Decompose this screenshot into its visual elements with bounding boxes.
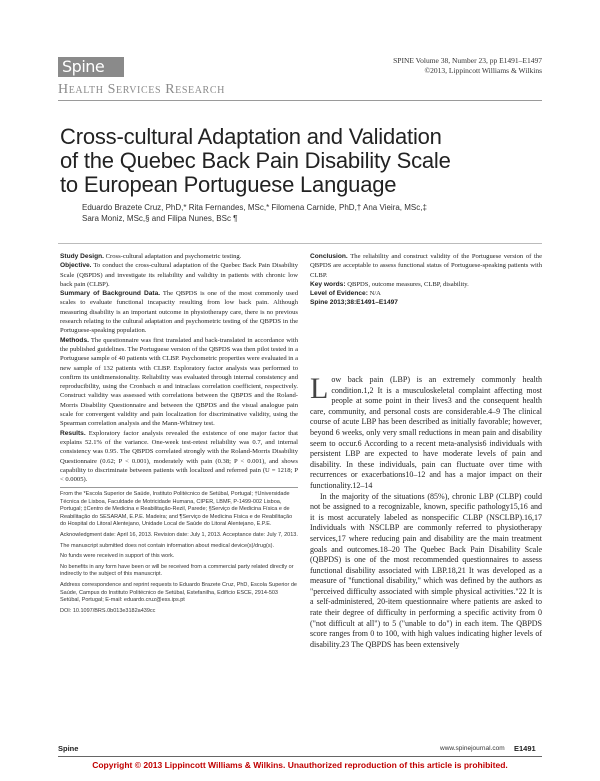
keywords-text: QBPDS, outcome measures, CLBP, disability. xyxy=(347,280,469,288)
abstract-methods xyxy=(60,336,298,429)
abstract-objective xyxy=(60,261,298,289)
background-text: The QBPDS is one of the most commonly used scales to evaluate functional incapacity resulting from low back pain. Although measuring disability is an important outcome in physiotherapy care, there is no previous research relating to the cultural adaptation and psychometric testing of the QBPDS in the Portuguese-speaking population. xyxy=(60,290,298,335)
results-text: Exploratory factor analysis revealed the existence of one major factor that explains 52.1% of the variance. One-week test-retest reliability was 0.7, and internal consistency was 0.95. The QBPDS correlated strongly with the Roland-Morris Disability Questionnaire (0.62; P < 0.001), moderately with pain (0.38; P < 0.001), and shows capability to discriminate between patients with localized and referred pain (U = 1218; P < 0.0005). xyxy=(60,429,298,484)
fn-devices: The manuscript submitted does not contain information about medical device(s)/drug(s). xyxy=(60,542,274,549)
fn-doi: DOI: 10.1097/BRS.0b013e3182a439cc xyxy=(60,607,156,614)
author-list: Eduardo Brazete Cruz, PhD,* Rita Fernandes, MSc,* Filomena Carnide, PhD,† Ana Vieira, MSc,‡ Sara Moniz, MSc,§ and Filipa Nunes, BSc ¶ xyxy=(82,203,427,223)
abstract-study-design xyxy=(60,252,298,261)
journal-volume-line: SPINE Volume 38, Number 23, pp E1491–E1497 xyxy=(393,56,542,65)
fn-dates: Acknowledgment date: April 16, 2013. Revision date: July 1, 2013. Acceptance date: July 7, 2013. xyxy=(60,531,298,538)
abstract-right xyxy=(310,252,542,308)
copyright-notice: Copyright © 2013 Lippincott Williams & Wilkins. Unauthorized reproduction of this article is prohibited. xyxy=(92,760,508,770)
drop-cap: L xyxy=(310,372,329,405)
fn-funds: No funds were received in support of this work. xyxy=(60,553,175,560)
journal-copyright-line: ©2013, Lippincott Williams & Wilkins xyxy=(424,66,542,75)
section-heading: Health Services Research xyxy=(58,82,225,97)
objective-text: To conduct the cross-cultural adaptation of the Quebec Back Pain Disability Scale (QBPDS) and investigate its reliability and validity in patients with chronic low back pain (CLBP). xyxy=(60,262,299,288)
evidence-label: Level of Evidence: xyxy=(310,290,368,298)
footnote-divider xyxy=(60,487,298,488)
background-label: Summary of Background Data. xyxy=(60,290,161,298)
article-title: Cross-cultural Adaptation and Validation of the Quebec Back Pain Disability Scale to European Portuguese Language xyxy=(60,124,451,197)
objective-label: Objective. xyxy=(60,262,92,270)
abstract-background xyxy=(60,289,298,335)
body-text xyxy=(310,372,542,650)
methods-label: Methods. xyxy=(60,336,89,344)
citation-text: Spine 2013;38:E1491–E1497 xyxy=(310,299,398,307)
footnotes xyxy=(60,491,298,618)
study-design-text: Cross-cultural adaptation and psychometric testing. xyxy=(105,253,242,260)
results-label: Results. xyxy=(60,429,86,437)
study-design-label: Study Design. xyxy=(60,253,104,260)
fn-benefits: No benefits in any form have been or will be received from a commercial party related directly or indirectly to the subject of this manuscript. xyxy=(60,563,294,578)
conclusion-label: Conclusion. xyxy=(310,253,348,260)
header-divider xyxy=(58,100,542,101)
abstract-conclusion xyxy=(310,252,542,280)
abstract-evidence xyxy=(310,289,542,298)
conclusion-text: The reliability and construct validity of the Portuguese version of the QBPDS are acceptable to assess functional status of Portuguese-speaking patients with CLBP. xyxy=(310,253,543,279)
fn-address: Address correspondence and reprint requests to Eduardo Brazete Cruz, PhD, Escola Superior de Saúde, Campus do Instituto Politécnico de Setúbal, Estefanilha, Edifício ESCE, 2914-503 Setúbal, Portugal; E-mail: eduardo.cruz@ess.ips.pt xyxy=(60,581,297,604)
body-para-1-text: ow back pain (LBP) is an extremely commonly health condition.1,2 It is a musculoskeletal complaint affecting most people at some point in their lives3 and the consequent health care, community, and personal costs are considerable.4–9 The clinical course of acute LBP has been described as initially favorable; however, beyond 6 weeks, only very small reductions in mean pain and disability seem to occur.6 According to a recent meta-analysis6 individuals with persistent LBP are expected to have moderate levels of pain and disability. In these individuals, pain can fluctuate over time with recurrences or exacerbations10–12 and has a major impact on their functionality.12–14 xyxy=(310,375,542,490)
keywords-label: Key words: xyxy=(310,280,346,288)
evidence-text: N/A xyxy=(369,290,381,298)
abstract-left xyxy=(60,252,298,484)
fn-affiliations: From the *Escola Superior de Saúde, Instituto Politécnico de Setúbal, Portugal; †Universidade Técnica de Lisboa, Faculdade de Motricidade Humana, CIPER, LBMF, P-1499-002 Lisboa, Portugal; ‡Centro de Medicina e Reabilitação-Rezil, Parede; §Serviço de Medicina Física e de Reabilitação do SESARAM, E.P.E. Madeira; and ¶Serviço de Medicina Física e de Reabilitação do Hospital do Litoral Alentejano, Unidade Local de Saúde do Litoral Alentejano, E.P.E. xyxy=(60,491,293,528)
title-divider xyxy=(58,243,542,244)
abstract-citation xyxy=(310,298,542,307)
abstract-results xyxy=(60,429,298,485)
journal-info xyxy=(393,56,542,76)
footer-divider xyxy=(58,756,542,757)
footer-url[interactable]: www.spinejournal.com xyxy=(440,745,505,752)
footer-page-number: E1491 xyxy=(514,744,536,753)
footer-journal: Spine xyxy=(58,744,79,753)
methods-text: The questionnaire was first translated and back-translated in accordance with the published guidelines. The Portuguese version of the QBPDS was then pilot tested in a Portuguese sample of 40 patients with CLBP. Psychometric properties were evaluated in a new sample of 132 patients with CLBP. Exploratory factor analysis was performed to confirm its unidimensionality. Reliability was evaluated through internal consistency and reproducibility, using the Cronbach α and intraclass correlation coefficient, respectively. Construct validity was assessed with correlations between the QBPDS and the Roland-Morris Disability Questionnaire and between the QBPDS and the visual analogue pain scale for convergent validity and pain localization for discriminative validity, using the Spearman correlation analysis and the Mann-Whitney test. xyxy=(60,336,298,428)
body-para-1 xyxy=(310,372,542,492)
body-para-2: In the majority of the situations (85%), chronic LBP (CLBP) could not be assigned to a recognizable, known, specific pathology15,16 and it is most accurately labeled as nonspecific CLBP (NSCLBP).16,17 Individuals with NSCLBP are commonly referred to physiotherapy services,17 where reducing pain and disability are the main treatment goals and outcomes.18–20 The Quebec Back Pain Disability Scale (QBPDS) is one of the most recommended questionnaires to assess functional disability associated with LBP.18,21 It was developed as a measure of "functional disability," which was defined by the authors as "perceived difficulty associated with simple physical activities."22 It is a self-administered, 20-item questionnaire where patients are asked to rate their degree of difficulty in performing a specific activity from 0 ("not difficult at all") to 5 ("unable to do") in each item. The QBPDS score ranges from 0 to 100, with high values indicating higher levels of disability.23 The QBPDS has been extensively xyxy=(310,491,542,649)
journal-logo: Spine xyxy=(58,57,124,77)
abstract-keywords xyxy=(310,280,542,289)
